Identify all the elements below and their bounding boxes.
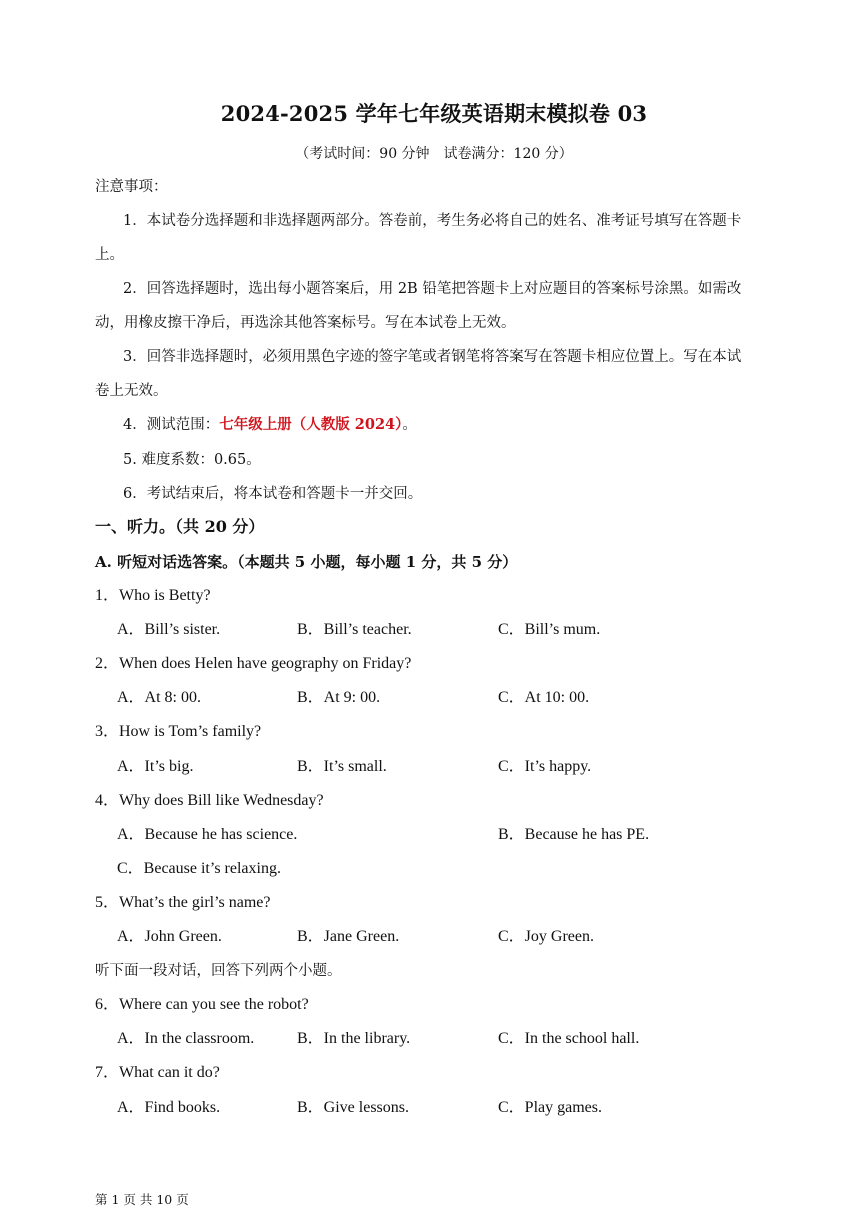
question-7-option-c: C．Play games. [498, 1099, 602, 1116]
question-3-option-b: B．It’s small. [297, 758, 387, 775]
notice-heading: 注意事项： [95, 179, 168, 195]
notice-item-5: 5. 难度系数：0.65。 [123, 452, 261, 468]
question-2-option-a: A．At 8: 00. [117, 689, 202, 706]
notice-item-4-prefix: 4．测试范围： [123, 417, 220, 433]
section-a-heading: A. 听短对话选答案。（本题共 5 小题，每小题 1 分，共 5 分） [95, 553, 518, 571]
question-7-option-b: B．Give lessons. [297, 1099, 410, 1116]
question-4-option-b: B．Because he has PE. [498, 826, 650, 843]
notice-item-4-suffix: 。 [402, 417, 417, 433]
question-1-option-c: C．Bill’s mum. [498, 621, 601, 638]
question-6-option-c: C．In the school hall. [498, 1030, 640, 1047]
notice-item-6: 6．考试结束后，将本试卷和答题卡一并交回。 [123, 486, 423, 502]
notice-item-4 [123, 415, 417, 435]
notice-item-2-line-1: 2．回答选择题时，选出每小题答案后，用 2B 铅笔把答题卡上对应题目的答案标号涂黑。如需改 [123, 281, 742, 297]
listening-instruction: 听下面一段对话，回答下列两个小题。 [95, 963, 342, 979]
exam-title: 2024-2025 学年七年级英语期末模拟卷 03 [220, 101, 648, 126]
question-2-option-c: C．At 10: 00. [498, 689, 590, 706]
notice-item-3-line-1: 3．回答非选择题时，必须用黑色字迹的签字笔或者钢笔将答案写在答题卡相应位置上。写在本试 [123, 349, 742, 365]
question-4: 4．Why does Bill like Wednesday? [95, 792, 324, 809]
question-4-option-c: C．Because it’s relaxing. [117, 860, 281, 877]
question-4-option-a: A．Because he has science. [117, 826, 298, 843]
question-1-option-a: A．Bill’s sister. [117, 621, 221, 638]
question-3-option-c: C．It’s happy. [498, 758, 592, 775]
question-7: 7．What can it do? [95, 1064, 220, 1081]
question-2: 2．When does Helen have geography on Friday? [95, 655, 412, 672]
page-number-footer: 第 1 页 共 10 页 [95, 1192, 189, 1207]
question-5: 5．What’s the girl’s name? [95, 894, 271, 911]
question-7-option-a: A．Find books. [117, 1099, 221, 1116]
question-1: 1．Who is Betty? [95, 587, 211, 604]
question-5-option-c: C．Joy Green. [498, 928, 594, 945]
notice-item-1-line-2: 上。 [95, 247, 124, 263]
question-3-option-a: A．It’s big. [117, 758, 194, 775]
exam-subtitle: （考试时间：90 分钟 试卷满分：120 分） [295, 146, 573, 162]
question-2-option-b: B．At 9: 00. [297, 689, 381, 706]
section-1-heading: 一、听力。（共 20 分） [95, 517, 265, 536]
question-5-option-a: A．John Green. [117, 928, 222, 945]
notice-item-2-line-2: 动，用橡皮擦干净后，再选涂其他答案标号。写在本试卷上无效。 [95, 315, 516, 331]
question-6-option-a: A．In the classroom. [117, 1030, 255, 1047]
test-scope-highlight: 七年级上册（人教版 2024） [219, 416, 403, 433]
notice-item-3-line-2: 卷上无效。 [95, 383, 168, 399]
question-6: 6．Where can you see the robot? [95, 996, 309, 1013]
question-5-option-b: B．Jane Green. [297, 928, 400, 945]
question-1-option-b: B．Bill’s teacher. [297, 621, 412, 638]
question-3: 3．How is Tom’s family? [95, 723, 262, 740]
notice-item-1-line-1: 1．本试卷分选择题和非选择题两部分。答卷前，考生务必将自己的姓名、准考证号填写在答题卡 [123, 213, 742, 229]
question-6-option-b: B．In the library. [297, 1030, 411, 1047]
